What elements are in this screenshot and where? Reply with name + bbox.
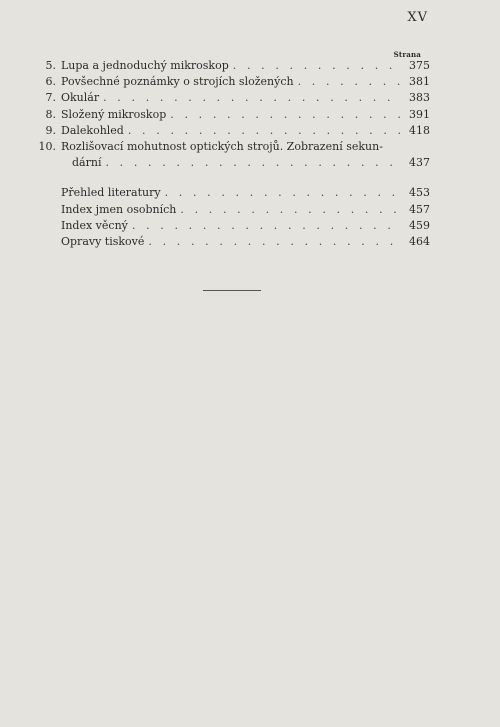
appendix-entry [32,202,430,218]
toc-entry [32,58,430,74]
appendix-entry-page: 453 [409,186,430,200]
appendix-entry-page: 459 [409,218,430,232]
appendix-entry [32,185,430,201]
appendix-entry-page: 464 [409,234,430,248]
appendix-entry-title: Index jmen osobních [61,202,177,216]
toc-entry-number: 8. [45,107,56,121]
appendix-entry-title: Opravy tiskové [61,234,145,248]
toc-entry-number: 7. [45,91,56,105]
dot-leader [165,185,400,201]
toc-entry [32,74,430,90]
dot-leader [105,155,400,171]
toc-entry-number: 10. [38,139,56,153]
dot-leader [180,202,400,218]
section-gap [32,171,430,185]
dot-leader [132,218,400,234]
table-of-contents [32,58,430,250]
dot-leader [128,123,400,139]
toc-entry-page: 437 [409,156,430,170]
toc-entry-page: 375 [409,59,430,72]
dot-leader [170,107,400,123]
appendix-entry [32,234,430,250]
toc-entry [32,90,430,106]
appendix-entry-page: 457 [409,202,430,216]
toc-entry-number: 9. [45,123,56,137]
toc-entry-title: Povšechné poznámky o strojích složených [61,75,294,89]
toc-entry-title-continued: dární [72,156,102,170]
appendix-entry-title: Index věcný [61,218,128,232]
page-column-label: Strana [393,50,421,59]
toc-entry [32,139,430,155]
toc-entry-title: Dalekohled [61,123,124,137]
dot-leader [233,58,400,74]
toc-entry-page: 391 [409,107,430,121]
toc-entry-page: 383 [409,91,430,105]
dot-leader [148,234,400,250]
toc-entry [32,107,430,123]
toc-entry-page: 418 [409,123,430,137]
appendix-entry-title: Přehled literatury [61,186,161,200]
appendix-entry [32,218,430,234]
toc-entry-page: 381 [409,75,430,89]
toc-entry-number: 6. [45,75,56,89]
toc-entry-number: 5. [45,59,56,72]
toc-entry-title: Složený mikroskop [61,107,167,121]
page-folio: XV [407,10,428,25]
toc-entry-title: Rozlišovací mohutnost optických strojů. Zobrazení sekun- [61,139,383,153]
section-end-rule [203,290,261,291]
toc-entry-title: Lupa a jednoduchý mikroskop [61,59,229,72]
dot-leader [103,90,400,106]
toc-entry-continuation [32,155,430,171]
toc-entry-title: Okulár [61,91,100,105]
toc-entry [32,123,430,139]
dot-leader [298,74,400,90]
